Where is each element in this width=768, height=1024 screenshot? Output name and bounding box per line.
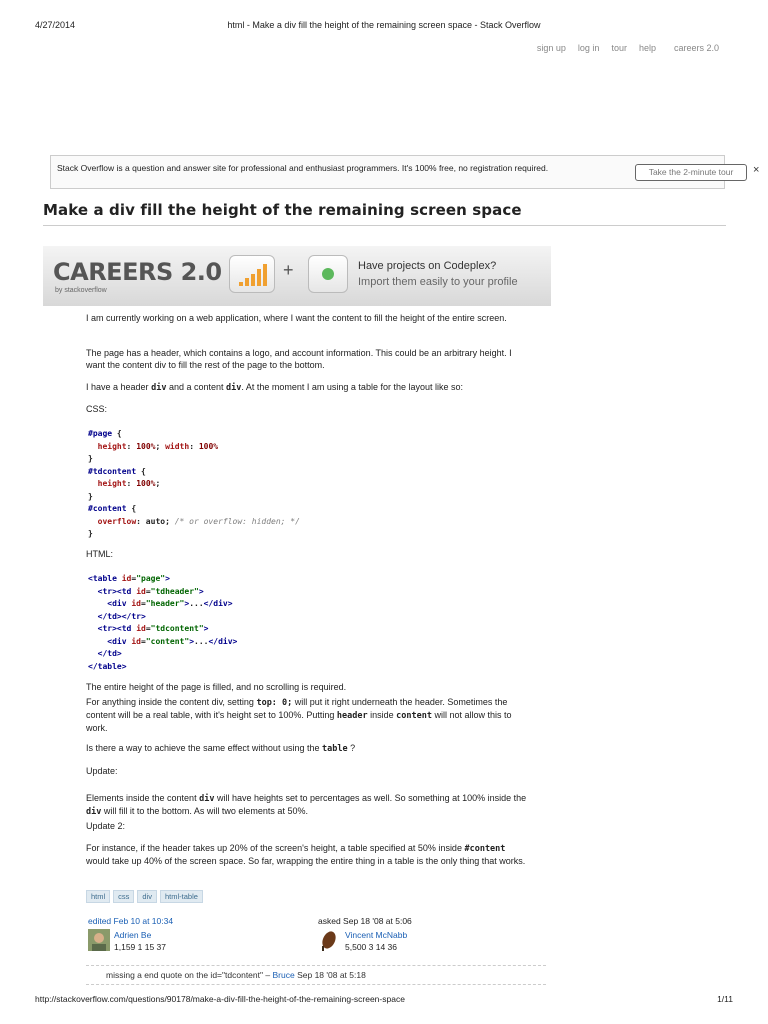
comment-text: missing a end quote on the id="tdcontent" – — [106, 970, 271, 980]
paragraph-2: The page has a header, which contains a logo, and account information. This could be an arbitrary height. I want the content div to fill the rest of the page to the bottom. — [86, 348, 512, 370]
p5-text-c: inside — [370, 710, 394, 720]
p3-text-c: . At the moment I am using a table for the layout like so: — [241, 382, 463, 392]
editor-name[interactable]: Adrien Be — [114, 930, 152, 940]
print-header — [35, 20, 733, 32]
p7-text-b: will have heights set to percentages as well. So something at 100% inside the — [216, 793, 527, 803]
update2-label: Update 2: — [86, 821, 126, 831]
question-title[interactable]: Make a div fill the height of the remaining screen space — [43, 201, 522, 219]
html-code-block: <table id="page"> <tr><td id="tdheader"> <div id="header">...</div> </td></tr> <tr><td id="tdcontent"> <div id="content">...</div> </td> </table> — [88, 574, 238, 671]
print-url: http://stackoverflow.com/questions/90178/make-a-div-fill-the-height-of-the-remaining-screen-space — [35, 994, 405, 1004]
title-divider — [43, 225, 726, 226]
inline-code: div — [86, 807, 102, 817]
nav-careers[interactable]: careers 2.0 — [673, 43, 719, 53]
editor-reputation: 1,159 1 15 37 — [114, 942, 166, 952]
p5-text-a: For anything inside the content div, setting — [86, 697, 254, 707]
inline-code: div — [151, 383, 167, 393]
careers-ad[interactable] — [43, 246, 551, 306]
asker-reputation: 5,500 3 14 36 — [345, 942, 397, 952]
tour-button[interactable]: Take the 2-minute tour — [635, 164, 747, 181]
paragraph-3 — [86, 381, 531, 394]
paragraph-6 — [86, 742, 531, 755]
p7-text-c: will fill it to the bottom. As will two elements at 50%. — [103, 806, 308, 816]
intro-banner — [50, 155, 760, 189]
p8-text-b: would take up 40% of the screen space. So far, wrapping the entire thing in a table is the only thing that works. — [86, 856, 526, 866]
update-label: Update: — [86, 766, 118, 776]
paragraph-1: I am currently working on a web application, where I want the content to fill the height of the entire screen. — [86, 313, 507, 323]
ad-plus: + — [283, 260, 294, 280]
edited-label[interactable]: edited Feb 10 at 10:34 — [88, 916, 174, 926]
inline-code: table — [321, 744, 348, 754]
close-icon[interactable]: × — [753, 164, 760, 176]
print-title: html - Make a div fill the height of the remaining screen space - Stack Overflow — [227, 20, 541, 30]
ad-brand: CAREERS 2.0 — [53, 258, 222, 286]
ad-byline: by stackoverflow — [55, 287, 107, 294]
html-label: HTML: — [86, 549, 113, 559]
paragraph-8 — [86, 842, 531, 867]
css-label: CSS: — [86, 404, 108, 414]
p3-text-b: and a content — [168, 382, 224, 392]
codeplex-icon — [308, 255, 348, 293]
p8-text-a: For instance, if the header takes up 20% of the screen's height, a table specified at 50% inside — [86, 843, 462, 853]
inline-code: content — [396, 711, 432, 721]
avatar[interactable] — [318, 929, 340, 951]
bar-chart-icon — [229, 255, 275, 293]
tag-html-table[interactable]: html-table — [160, 890, 203, 903]
nav-log-in[interactable]: log in — [577, 43, 600, 53]
comment — [86, 965, 546, 985]
inline-code: #content — [464, 844, 506, 854]
asked-label: asked Sep 18 '08 at 5:06 — [318, 916, 412, 926]
edited-info — [88, 916, 173, 927]
p6-text-a: Is there a way to achieve the same effect without using the — [86, 743, 320, 753]
p7-text-a: Elements inside the content — [86, 793, 197, 803]
nav-help[interactable]: help — [638, 43, 656, 53]
banner-text: Stack Overflow is a question and answer site for professional and enthusiast programmers. It's 100% free, no registration required. — [57, 163, 549, 173]
inline-code: top: 0; — [256, 698, 293, 708]
tag-list — [86, 890, 206, 903]
comment-user[interactable]: Bruce — [272, 970, 295, 980]
p5-text-b: will put it right underneath the header. Sometimes the content will be a real table, with it's height set to 100%. Putting — [86, 697, 508, 720]
paragraph-7 — [86, 792, 531, 818]
ad-line2: Import them easily to your profile — [358, 276, 518, 288]
css-code-block: #page { height: 100%; width: 100% } #tdcontent { height: 100%; } #content { overflow: auto; /* or overflow: hidden; */ } — [88, 429, 300, 538]
tag-div[interactable]: div — [137, 890, 157, 903]
print-footer — [35, 994, 733, 1004]
ad-line1: Have projects on Codeplex? — [358, 260, 497, 272]
p3-text-a: I have a header — [86, 382, 149, 392]
inline-code: header — [336, 711, 368, 721]
comment-time: Sep 18 '08 at 5:18 — [297, 970, 366, 980]
page-number: 1/11 — [717, 994, 733, 1004]
p5-text-d: will not allow this to work. — [86, 710, 512, 733]
tag-html[interactable]: html — [86, 890, 110, 903]
print-date: 4/27/2014 — [35, 20, 76, 30]
asker-name[interactable]: Vincent McNabb — [345, 930, 408, 940]
paragraph-5 — [86, 696, 531, 734]
tag-css[interactable]: css — [113, 890, 134, 903]
p6-text-b: ? — [350, 743, 356, 753]
avatar[interactable] — [88, 929, 110, 951]
paragraph-4: The entire height of the page is filled, and no scrolling is required. — [86, 682, 347, 692]
nav-sign-up[interactable]: sign up — [536, 43, 566, 53]
inline-code: div — [199, 794, 215, 804]
asked-info — [318, 916, 412, 927]
nav-tour[interactable]: tour — [611, 43, 627, 53]
top-nav — [525, 43, 719, 53]
inline-code: div — [226, 383, 242, 393]
